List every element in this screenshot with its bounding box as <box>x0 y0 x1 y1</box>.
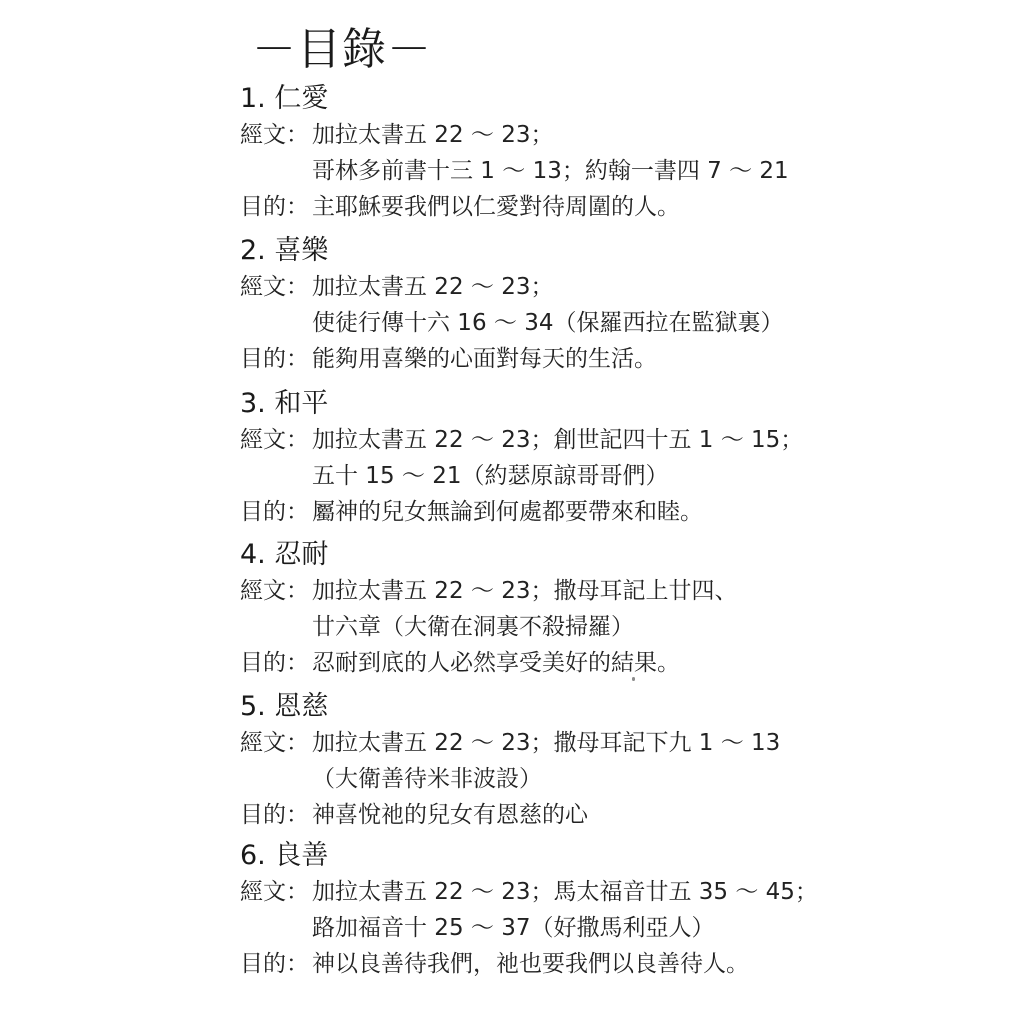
scripture-text: 加拉太書五 22 ～ 23；撒母耳記上廿四、 <box>312 578 738 604</box>
scripture-line <box>240 725 1000 761</box>
toc-section-3 <box>240 386 1000 530</box>
section-heading: 3. 和平 <box>240 388 329 419</box>
purpose-label: 目的： <box>240 802 309 828</box>
scripture-label: 經文： <box>240 879 309 905</box>
scripture-continuation: （大衛善待米非波設） <box>312 766 542 792</box>
scripture-label: 經文： <box>240 427 309 453</box>
toc-section-2 <box>240 233 1000 377</box>
scripture-label: 經文： <box>240 274 309 300</box>
scripture-continuation: 哥林多前書十三 1 ～ 13；約翰一書四 7 ～ 21 <box>312 158 789 184</box>
scripture-line <box>240 573 1000 609</box>
scripture-label: 經文： <box>240 730 309 756</box>
toc-section-4 <box>240 537 1000 681</box>
scripture-text: 加拉太書五 22 ～ 23；創世記四十五 1 ～ 15； <box>312 427 804 453</box>
purpose-line <box>240 341 1000 377</box>
scripture-line <box>240 422 1000 458</box>
scripture-line <box>240 874 1000 910</box>
section-heading: 4. 忍耐 <box>240 539 329 570</box>
purpose-label: 目的： <box>240 194 309 220</box>
toc-section-1 <box>240 81 1000 225</box>
toc-section-5 <box>240 689 1000 833</box>
purpose-label: 目的： <box>240 346 309 372</box>
purpose-line <box>240 494 1000 530</box>
purpose-line <box>240 946 1000 982</box>
purpose-line <box>240 797 1000 833</box>
scripture-continuation: 廿六章（大衛在洞裏不殺掃羅） <box>312 614 634 640</box>
section-heading: 1. 仁愛 <box>240 83 329 114</box>
scripture-continuation: 路加福音十 25 ～ 37（好撒馬利亞人） <box>312 915 715 941</box>
scripture-continuation: 使徒行傳十六 16 ～ 34（保羅西拉在監獄裏） <box>312 310 784 336</box>
purpose-line <box>240 645 1000 681</box>
section-heading: 6. 良善 <box>240 840 329 871</box>
purpose-line <box>240 189 1000 225</box>
scripture-label: 經文： <box>240 122 309 148</box>
scripture-text: 加拉太書五 22 ～ 23；馬太福音廿五 35 ～ 45； <box>312 879 818 905</box>
purpose-text: 主耶穌要我們以仁愛對待周圍的人。 <box>312 194 680 220</box>
purpose-text: 忍耐到底的人必然享受美好的結果。 <box>312 650 680 676</box>
purpose-text: 屬神的兒女無論到何處都要帶來和睦。 <box>312 499 703 525</box>
scan-speck <box>632 677 635 681</box>
scripture-text: 加拉太書五 22 ～ 23； <box>312 122 554 148</box>
purpose-text: 能夠用喜樂的心面對每天的生活。 <box>312 346 657 372</box>
scripture-line <box>240 117 1000 153</box>
purpose-label: 目的： <box>240 951 309 977</box>
section-heading: 5. 恩慈 <box>240 691 329 722</box>
purpose-label: 目的： <box>240 650 309 676</box>
scripture-line <box>240 269 1000 305</box>
section-heading: 2. 喜樂 <box>240 235 329 266</box>
purpose-text: 神喜悅祂的兒女有恩慈的心 <box>312 802 588 828</box>
scripture-text: 加拉太書五 22 ～ 23； <box>312 274 554 300</box>
scripture-continuation: 五十 15 ～ 21（約瑟原諒哥哥們） <box>312 463 669 489</box>
scripture-text: 加拉太書五 22 ～ 23；撒母耳記下九 1 ～ 13 <box>312 730 781 756</box>
purpose-text: 神以良善待我們，祂也要我們以良善待人。 <box>312 951 749 977</box>
scripture-label: 經文： <box>240 578 309 604</box>
page-title: －目錄－ <box>252 24 432 75</box>
toc-section-6 <box>240 838 1000 982</box>
purpose-label: 目的： <box>240 499 309 525</box>
